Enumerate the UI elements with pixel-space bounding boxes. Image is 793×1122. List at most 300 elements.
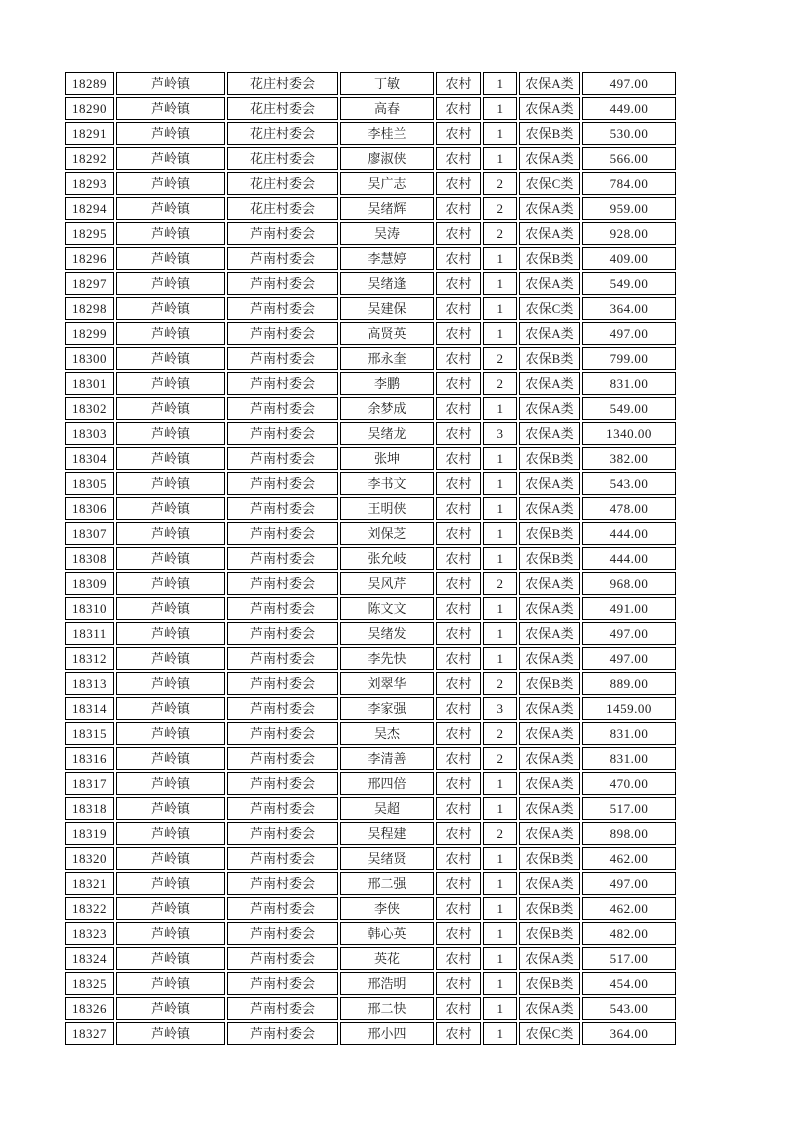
cell-amount: 462.00: [582, 897, 676, 920]
cell-village-committee: 芦南村委会: [227, 772, 338, 795]
cell-insurance-type: 农保A类: [519, 422, 580, 445]
table-row: [65, 897, 676, 920]
cell-village-committee: 花庄村委会: [227, 147, 338, 170]
cell-insurance-type: 农保A类: [519, 222, 580, 245]
cell-village-committee: 芦南村委会: [227, 322, 338, 345]
cell-serial-number: 18304: [65, 447, 114, 470]
cell-serial-number: 18291: [65, 122, 114, 145]
cell-town: 芦岭镇: [116, 222, 225, 245]
cell-person-name: 吴风芹: [340, 572, 434, 595]
cell-person-count: 2: [483, 822, 517, 845]
cell-person-name: 李书文: [340, 472, 434, 495]
cell-amount: 497.00: [582, 647, 676, 670]
cell-village-committee: 芦南村委会: [227, 347, 338, 370]
cell-town: 芦岭镇: [116, 372, 225, 395]
cell-person-count: 2: [483, 197, 517, 220]
cell-town: 芦岭镇: [116, 447, 225, 470]
cell-person-name: 吴建保: [340, 297, 434, 320]
cell-town: 芦岭镇: [116, 747, 225, 770]
cell-village-committee: 芦南村委会: [227, 872, 338, 895]
cell-person-count: 1: [483, 497, 517, 520]
table-row: [65, 772, 676, 795]
cell-village-committee: 芦南村委会: [227, 897, 338, 920]
cell-town: 芦岭镇: [116, 897, 225, 920]
cell-serial-number: 18321: [65, 872, 114, 895]
table-row: [65, 397, 676, 420]
cell-insurance-type: 农保A类: [519, 147, 580, 170]
cell-insurance-type: 农保A类: [519, 622, 580, 645]
cell-category: 农村: [436, 272, 481, 295]
cell-village-committee: 芦南村委会: [227, 397, 338, 420]
table-row: [65, 172, 676, 195]
cell-person-count: 1: [483, 147, 517, 170]
cell-amount: 491.00: [582, 597, 676, 620]
cell-person-name: 邢二强: [340, 872, 434, 895]
cell-person-count: 1: [483, 622, 517, 645]
cell-serial-number: 18292: [65, 147, 114, 170]
cell-person-name: 余梦成: [340, 397, 434, 420]
table-row: [65, 247, 676, 270]
cell-category: 农村: [436, 547, 481, 570]
cell-serial-number: 18313: [65, 672, 114, 695]
cell-category: 农村: [436, 97, 481, 120]
table-row: [65, 572, 676, 595]
cell-person-count: 1: [483, 547, 517, 570]
cell-category: 农村: [436, 172, 481, 195]
cell-person-name: 邢永奎: [340, 347, 434, 370]
cell-serial-number: 18324: [65, 947, 114, 970]
cell-category: 农村: [436, 822, 481, 845]
cell-person-count: 1: [483, 72, 517, 95]
cell-village-committee: 花庄村委会: [227, 72, 338, 95]
cell-town: 芦岭镇: [116, 247, 225, 270]
cell-village-committee: 芦南村委会: [227, 597, 338, 620]
roster-table: [63, 70, 678, 1047]
cell-amount: 889.00: [582, 672, 676, 695]
cell-serial-number: 18327: [65, 1022, 114, 1045]
cell-amount: 454.00: [582, 972, 676, 995]
cell-serial-number: 18312: [65, 647, 114, 670]
cell-serial-number: 18298: [65, 297, 114, 320]
cell-serial-number: 18322: [65, 897, 114, 920]
cell-serial-number: 18294: [65, 197, 114, 220]
table-row: [65, 797, 676, 820]
cell-amount: 543.00: [582, 997, 676, 1020]
cell-person-name: 吴绪贤: [340, 847, 434, 870]
cell-insurance-type: 农保A类: [519, 322, 580, 345]
cell-village-committee: 芦南村委会: [227, 247, 338, 270]
cell-insurance-type: 农保A类: [519, 72, 580, 95]
cell-insurance-type: 农保B类: [519, 922, 580, 945]
cell-category: 农村: [436, 847, 481, 870]
cell-village-committee: 芦南村委会: [227, 372, 338, 395]
cell-amount: 549.00: [582, 272, 676, 295]
table-row: [65, 147, 676, 170]
cell-town: 芦岭镇: [116, 672, 225, 695]
cell-insurance-type: 农保B类: [519, 672, 580, 695]
table-row: [65, 522, 676, 545]
cell-town: 芦岭镇: [116, 947, 225, 970]
cell-village-committee: 花庄村委会: [227, 122, 338, 145]
cell-person-count: 3: [483, 697, 517, 720]
cell-category: 农村: [436, 647, 481, 670]
cell-serial-number: 18305: [65, 472, 114, 495]
cell-village-committee: 芦南村委会: [227, 572, 338, 595]
cell-serial-number: 18290: [65, 97, 114, 120]
table-row: [65, 122, 676, 145]
cell-town: 芦岭镇: [116, 1022, 225, 1045]
cell-amount: 959.00: [582, 197, 676, 220]
cell-amount: 543.00: [582, 472, 676, 495]
cell-insurance-type: 农保B类: [519, 847, 580, 870]
cell-person-name: 韩心英: [340, 922, 434, 945]
table-row: [65, 72, 676, 95]
table-row: [65, 722, 676, 745]
cell-village-committee: 芦南村委会: [227, 422, 338, 445]
cell-serial-number: 18319: [65, 822, 114, 845]
cell-town: 芦岭镇: [116, 497, 225, 520]
cell-village-committee: 芦南村委会: [227, 947, 338, 970]
cell-amount: 530.00: [582, 122, 676, 145]
cell-town: 芦岭镇: [116, 697, 225, 720]
cell-insurance-type: 农保B类: [519, 347, 580, 370]
cell-category: 农村: [436, 297, 481, 320]
cell-person-name: 刘保芝: [340, 522, 434, 545]
cell-town: 芦岭镇: [116, 122, 225, 145]
cell-category: 农村: [436, 522, 481, 545]
cell-insurance-type: 农保A类: [519, 697, 580, 720]
cell-category: 农村: [436, 797, 481, 820]
cell-category: 农村: [436, 997, 481, 1020]
cell-person-count: 1: [483, 247, 517, 270]
cell-insurance-type: 农保B类: [519, 522, 580, 545]
cell-village-committee: 芦南村委会: [227, 797, 338, 820]
cell-village-committee: 芦南村委会: [227, 847, 338, 870]
cell-person-name: 英花: [340, 947, 434, 970]
cell-category: 农村: [436, 1022, 481, 1045]
cell-person-name: 吴程建: [340, 822, 434, 845]
cell-amount: 364.00: [582, 1022, 676, 1045]
cell-insurance-type: 农保B类: [519, 447, 580, 470]
cell-insurance-type: 农保C类: [519, 172, 580, 195]
cell-amount: 831.00: [582, 747, 676, 770]
cell-amount: 444.00: [582, 522, 676, 545]
cell-amount: 497.00: [582, 872, 676, 895]
cell-serial-number: 18306: [65, 497, 114, 520]
cell-insurance-type: 农保B类: [519, 972, 580, 995]
cell-person-name: 吴绪龙: [340, 422, 434, 445]
cell-serial-number: 18323: [65, 922, 114, 945]
cell-village-committee: 芦南村委会: [227, 622, 338, 645]
cell-category: 农村: [436, 147, 481, 170]
table-row: [65, 822, 676, 845]
cell-amount: 517.00: [582, 797, 676, 820]
cell-serial-number: 18309: [65, 572, 114, 595]
cell-person-count: 1: [483, 922, 517, 945]
cell-category: 农村: [436, 422, 481, 445]
cell-town: 芦岭镇: [116, 922, 225, 945]
table-row: [65, 197, 676, 220]
cell-amount: 364.00: [582, 297, 676, 320]
cell-town: 芦岭镇: [116, 72, 225, 95]
cell-person-name: 李桂兰: [340, 122, 434, 145]
cell-person-count: 1: [483, 397, 517, 420]
cell-person-count: 1: [483, 297, 517, 320]
cell-town: 芦岭镇: [116, 397, 225, 420]
cell-insurance-type: 农保A类: [519, 947, 580, 970]
cell-serial-number: 18310: [65, 597, 114, 620]
cell-village-committee: 芦南村委会: [227, 922, 338, 945]
cell-person-count: 1: [483, 597, 517, 620]
cell-amount: 382.00: [582, 447, 676, 470]
cell-amount: 1340.00: [582, 422, 676, 445]
cell-person-name: 李先快: [340, 647, 434, 670]
cell-insurance-type: 农保A类: [519, 822, 580, 845]
cell-serial-number: 18307: [65, 522, 114, 545]
table-row: [65, 297, 676, 320]
cell-serial-number: 18308: [65, 547, 114, 570]
cell-serial-number: 18317: [65, 772, 114, 795]
cell-person-count: 1: [483, 97, 517, 120]
cell-person-name: 吴绪发: [340, 622, 434, 645]
cell-insurance-type: 农保C类: [519, 297, 580, 320]
cell-insurance-type: 农保C类: [519, 1022, 580, 1045]
cell-category: 农村: [436, 472, 481, 495]
cell-amount: 470.00: [582, 772, 676, 795]
table-row: [65, 347, 676, 370]
cell-person-count: 1: [483, 947, 517, 970]
cell-serial-number: 18296: [65, 247, 114, 270]
cell-person-name: 高贤英: [340, 322, 434, 345]
cell-village-committee: 芦南村委会: [227, 272, 338, 295]
cell-village-committee: 芦南村委会: [227, 722, 338, 745]
cell-person-count: 2: [483, 172, 517, 195]
cell-person-name: 吴超: [340, 797, 434, 820]
cell-insurance-type: 农保B类: [519, 247, 580, 270]
cell-category: 农村: [436, 197, 481, 220]
cell-town: 芦岭镇: [116, 522, 225, 545]
cell-person-count: 1: [483, 1022, 517, 1045]
cell-person-count: 1: [483, 322, 517, 345]
cell-town: 芦岭镇: [116, 622, 225, 645]
cell-village-committee: 花庄村委会: [227, 197, 338, 220]
cell-person-name: 李鹏: [340, 372, 434, 395]
cell-town: 芦岭镇: [116, 597, 225, 620]
cell-town: 芦岭镇: [116, 972, 225, 995]
cell-town: 芦岭镇: [116, 797, 225, 820]
table-row: [65, 497, 676, 520]
cell-person-name: 邢二快: [340, 997, 434, 1020]
cell-category: 农村: [436, 947, 481, 970]
cell-person-name: 高春: [340, 97, 434, 120]
cell-serial-number: 18325: [65, 972, 114, 995]
table-row: [65, 447, 676, 470]
table-row: [65, 1022, 676, 1045]
cell-town: 芦岭镇: [116, 422, 225, 445]
cell-town: 芦岭镇: [116, 997, 225, 1020]
cell-category: 农村: [436, 622, 481, 645]
cell-person-count: 2: [483, 222, 517, 245]
cell-person-count: 1: [483, 847, 517, 870]
cell-town: 芦岭镇: [116, 322, 225, 345]
cell-amount: 784.00: [582, 172, 676, 195]
cell-village-committee: 芦南村委会: [227, 647, 338, 670]
cell-person-count: 1: [483, 647, 517, 670]
cell-town: 芦岭镇: [116, 147, 225, 170]
cell-person-name: 邢小四: [340, 1022, 434, 1045]
cell-village-committee: 芦南村委会: [227, 297, 338, 320]
table-row: [65, 847, 676, 870]
table-row: [65, 322, 676, 345]
cell-person-count: 1: [483, 897, 517, 920]
cell-insurance-type: 农保B类: [519, 122, 580, 145]
table-row: [65, 922, 676, 945]
cell-town: 芦岭镇: [116, 722, 225, 745]
cell-category: 农村: [436, 722, 481, 745]
cell-insurance-type: 农保A类: [519, 397, 580, 420]
cell-category: 农村: [436, 372, 481, 395]
cell-insurance-type: 农保A类: [519, 572, 580, 595]
cell-town: 芦岭镇: [116, 472, 225, 495]
cell-person-count: 1: [483, 797, 517, 820]
cell-person-count: 1: [483, 972, 517, 995]
cell-village-committee: 花庄村委会: [227, 172, 338, 195]
cell-category: 农村: [436, 122, 481, 145]
cell-category: 农村: [436, 597, 481, 620]
cell-serial-number: 18295: [65, 222, 114, 245]
cell-person-name: 王明侠: [340, 497, 434, 520]
cell-village-committee: 芦南村委会: [227, 547, 338, 570]
table-row: [65, 697, 676, 720]
cell-person-count: 1: [483, 522, 517, 545]
cell-insurance-type: 农保A类: [519, 647, 580, 670]
cell-category: 农村: [436, 222, 481, 245]
cell-category: 农村: [436, 897, 481, 920]
cell-insurance-type: 农保A类: [519, 997, 580, 1020]
cell-person-count: 1: [483, 447, 517, 470]
table-row: [65, 272, 676, 295]
table-row: [65, 622, 676, 645]
cell-category: 农村: [436, 72, 481, 95]
table-row: [65, 997, 676, 1020]
cell-serial-number: 18314: [65, 697, 114, 720]
cell-person-count: 1: [483, 472, 517, 495]
cell-amount: 517.00: [582, 947, 676, 970]
cell-town: 芦岭镇: [116, 347, 225, 370]
cell-town: 芦岭镇: [116, 572, 225, 595]
cell-village-committee: 芦南村委会: [227, 1022, 338, 1045]
cell-category: 农村: [436, 922, 481, 945]
cell-serial-number: 18293: [65, 172, 114, 195]
cell-amount: 478.00: [582, 497, 676, 520]
cell-amount: 831.00: [582, 372, 676, 395]
cell-village-committee: 芦南村委会: [227, 472, 338, 495]
cell-insurance-type: 农保A类: [519, 597, 580, 620]
cell-serial-number: 18316: [65, 747, 114, 770]
cell-village-committee: 芦南村委会: [227, 222, 338, 245]
cell-insurance-type: 农保A类: [519, 797, 580, 820]
cell-serial-number: 18303: [65, 422, 114, 445]
cell-insurance-type: 农保A类: [519, 872, 580, 895]
cell-person-count: 2: [483, 722, 517, 745]
cell-insurance-type: 农保A类: [519, 97, 580, 120]
cell-person-count: 1: [483, 872, 517, 895]
cell-person-count: 2: [483, 372, 517, 395]
cell-amount: 444.00: [582, 547, 676, 570]
cell-person-count: 2: [483, 347, 517, 370]
cell-serial-number: 18318: [65, 797, 114, 820]
cell-person-count: 1: [483, 272, 517, 295]
cell-amount: 449.00: [582, 97, 676, 120]
cell-amount: 898.00: [582, 822, 676, 845]
cell-amount: 928.00: [582, 222, 676, 245]
cell-category: 农村: [436, 397, 481, 420]
cell-category: 农村: [436, 697, 481, 720]
cell-person-name: 吴广志: [340, 172, 434, 195]
cell-amount: 566.00: [582, 147, 676, 170]
cell-serial-number: 18326: [65, 997, 114, 1020]
cell-person-count: 2: [483, 672, 517, 695]
cell-village-committee: 芦南村委会: [227, 672, 338, 695]
cell-category: 农村: [436, 972, 481, 995]
table-row: [65, 947, 676, 970]
cell-category: 农村: [436, 772, 481, 795]
table-row: [65, 97, 676, 120]
cell-town: 芦岭镇: [116, 547, 225, 570]
cell-village-committee: 芦南村委会: [227, 447, 338, 470]
table-row: [65, 597, 676, 620]
cell-serial-number: 18301: [65, 372, 114, 395]
cell-serial-number: 18311: [65, 622, 114, 645]
cell-village-committee: 芦南村委会: [227, 497, 338, 520]
cell-person-name: 李侠: [340, 897, 434, 920]
cell-person-name: 邢浩明: [340, 972, 434, 995]
cell-person-count: 1: [483, 122, 517, 145]
table-row: [65, 472, 676, 495]
cell-town: 芦岭镇: [116, 272, 225, 295]
cell-person-name: 李清善: [340, 747, 434, 770]
cell-category: 农村: [436, 747, 481, 770]
cell-person-count: 2: [483, 572, 517, 595]
cell-category: 农村: [436, 572, 481, 595]
cell-person-name: 吴涛: [340, 222, 434, 245]
cell-person-name: 李慧婷: [340, 247, 434, 270]
cell-person-name: 张允岐: [340, 547, 434, 570]
cell-amount: 409.00: [582, 247, 676, 270]
cell-amount: 549.00: [582, 397, 676, 420]
cell-category: 农村: [436, 247, 481, 270]
table-row: [65, 422, 676, 445]
cell-town: 芦岭镇: [116, 172, 225, 195]
table-row: [65, 372, 676, 395]
cell-amount: 497.00: [582, 622, 676, 645]
cell-amount: 1459.00: [582, 697, 676, 720]
cell-category: 农村: [436, 672, 481, 695]
cell-person-name: 丁敏: [340, 72, 434, 95]
cell-person-name: 吴绪逢: [340, 272, 434, 295]
table-row: [65, 647, 676, 670]
cell-person-name: 吴绪辉: [340, 197, 434, 220]
cell-insurance-type: 农保B类: [519, 897, 580, 920]
cell-insurance-type: 农保A类: [519, 272, 580, 295]
cell-town: 芦岭镇: [116, 847, 225, 870]
table-row: [65, 547, 676, 570]
roster-table-body: [65, 72, 676, 1045]
cell-village-committee: 花庄村委会: [227, 97, 338, 120]
cell-town: 芦岭镇: [116, 872, 225, 895]
cell-amount: 799.00: [582, 347, 676, 370]
cell-insurance-type: 农保B类: [519, 547, 580, 570]
